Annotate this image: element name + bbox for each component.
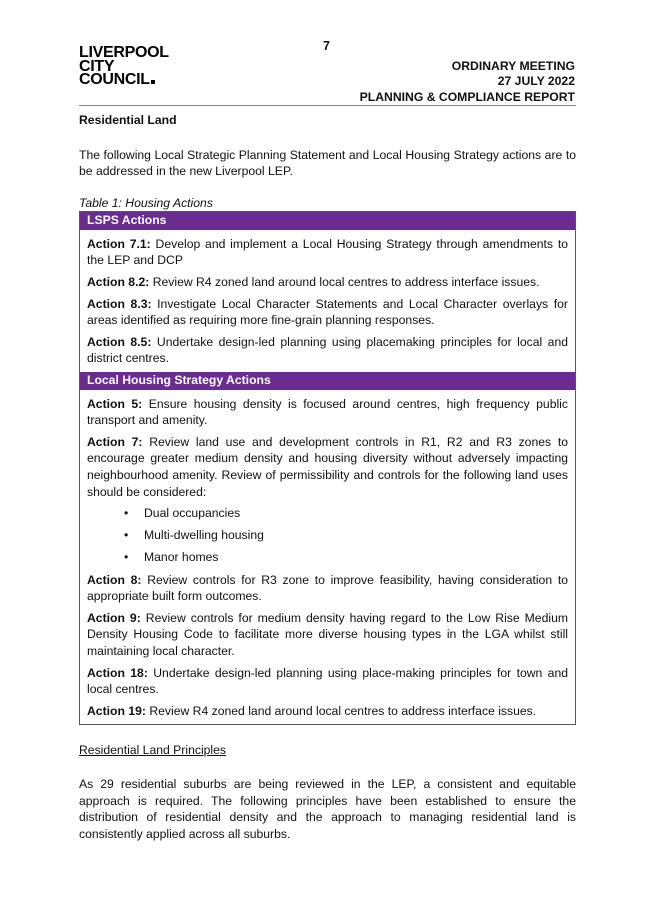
report-title: PLANNING & COMPLIANCE REPORT [359,90,575,104]
action-item [87,296,568,329]
action-label: Action 9: [87,610,141,625]
bullet-icon: • [124,528,129,543]
action-label: Action 7: [87,434,143,449]
lhs-actions-row [80,390,576,725]
action-label: Action 8: [87,572,142,587]
action-label: Action 19: [87,703,146,718]
meeting-date: 27 JULY 2022 [497,74,575,88]
header-divider [79,105,576,106]
action-label: Action 8.2: [87,275,150,290]
action-label: Action 7.1: [87,236,151,251]
action-text: Review controls for medium density having regard to the Low Rise Medium Density Housing Code to facilitate more diverse housing types in the LGA whilst still maintaining local character. [87,610,569,659]
action-text: Review controls for R3 zone to improve feasibility, having consideration to appropriate built form outcomes. [87,572,569,604]
principles-title: Residential Land Principles [79,743,227,758]
principles-paragraph: As 29 residential suburbs are being reviewed in the LEP, a consistent and equitable approach is required. The following principles have been established to ensure the distribution of residential density and the approach to managing residential land is consistently applied across all suburbs. [79,777,576,841]
action-item [87,572,568,605]
lhs-header: Local Housing Strategy Actions [80,372,576,390]
action-label: Action 8.5: [87,334,152,349]
action-item [87,434,568,500]
list-item [124,527,568,544]
logo-line-2: CITY [79,57,115,75]
action-item [87,610,568,660]
lsps-header: LSPS Actions [80,212,576,230]
logo-dot-icon [151,80,155,84]
land-use-label: Manor homes [144,550,219,565]
action-label: Action 18: [87,665,148,680]
page-number: 7 [323,39,330,53]
table-caption: Table 1: Housing Actions [79,195,213,210]
action-text: Undertake design-led planning using placemaking principles for local and district centres. [87,334,568,366]
council-logo [79,46,169,87]
meeting-title: ORDINARY MEETING [451,59,575,73]
action-item [87,703,568,720]
logo-line-1: LIVERPOOL [79,44,169,61]
list-item [124,505,568,522]
housing-actions-table [79,211,576,725]
land-use-label: Multi-dwelling housing [144,528,264,543]
action-text: Investigate Local Character Statements and Local Character overlays for areas identified as requiring more fine-grain planning responses. [87,296,568,328]
action-item [87,334,568,367]
lhs-header-row [80,372,576,390]
action-text: Review R4 zoned land around local centres to address interface issues. [152,275,540,290]
action-item [87,236,568,269]
action-label: Action 8.3: [87,296,152,311]
bullet-icon: • [124,506,129,521]
action-text: Ensure housing density is focused around centres, high frequency public transport and amenity. [87,396,568,428]
lsps-header-row [80,212,576,230]
section-title: Residential Land [79,113,177,127]
list-item [124,549,568,566]
lsps-actions-row [80,230,576,372]
action-text: Review R4 zoned land around local centres to address interface issues. [149,703,537,718]
action-label: Action 5: [87,396,143,411]
lsps-actions-cell [80,230,576,372]
action-text: Review land use and development controls in R1, R2 and R3 zones to encourage greater medium density and housing diversity without adversely impacting neighbourhood amenity. Review of permissibility and controls for the following land uses should be considered: [87,434,569,499]
action-text: Undertake design-led planning using place-making principles for town and local centres. [87,665,569,697]
action-item [87,396,568,429]
document-body [79,112,576,842]
logo-line-3: COUNCIL [79,71,150,88]
bullet-icon: • [124,550,129,565]
intro-paragraph: The following Local Strategic Planning Statement and Local Housing Strategy actions are to be addressed in the new Liverpool LEP. [79,147,576,179]
action-text: Develop and implement a Local Housing Strategy through amendments to the LEP and DCP [87,236,568,268]
action-item [87,274,568,291]
land-use-label: Dual occupancies [144,506,241,521]
lhs-actions-cell [80,390,576,725]
land-use-list [87,505,568,566]
action-item [87,665,568,698]
logo-line-3-wrap [79,73,169,87]
